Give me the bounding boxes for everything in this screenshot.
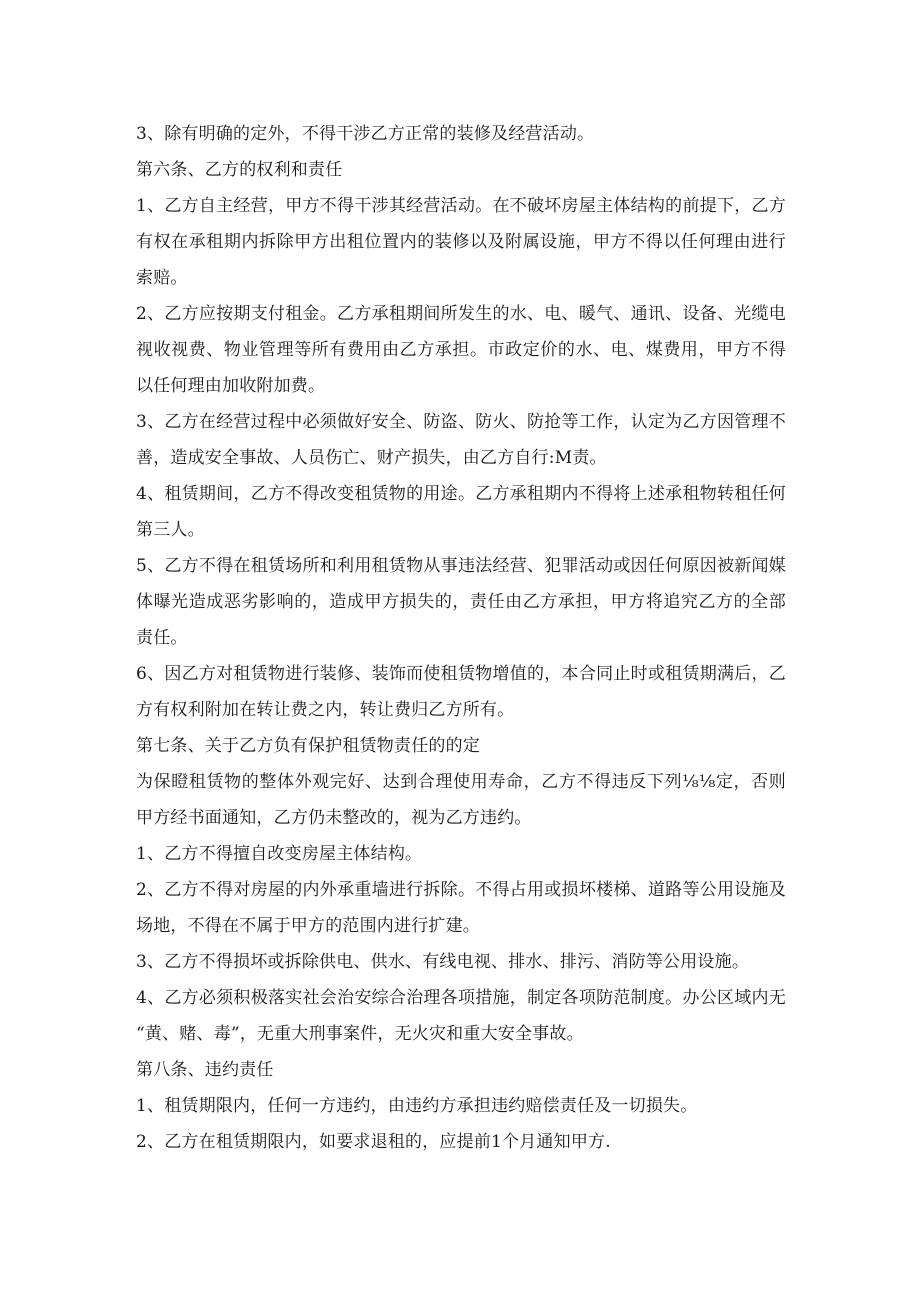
clause-7-3: 3、乙方不得损坏或拆除供电、供水、有线电视、排水、排污、消防等公用设施。 [136, 952, 750, 972]
clause-5-3: 3、除有明确的定外，不得干涉乙方正常的装修及经营活动。 [136, 124, 595, 144]
clause-6-4-line-2: 第三人。 [136, 520, 205, 540]
article-7-heading: 第七条、关于乙方负有保护租赁物责任的的定 [136, 736, 480, 756]
clause-6-5-line-3: 责任。 [136, 628, 188, 648]
clause-6-1-line-3: 索赔。 [136, 268, 188, 288]
clause-7-4-line-2: “黄、赌、毒”，无重大刑事案件，无火灾和重大安全事故。 [136, 1024, 584, 1044]
clause-6-2-line-1: 2、乙方应按期支付租金。乙方承租期间所发生的水、电、暖气、通讯、设备、光缆电 [136, 304, 786, 324]
article-6-heading: 第六条、乙方的权利和责任 [136, 160, 343, 180]
clause-8-1: 1、租赁期限内，任何一方违约，由违约方承担违约赔偿责任及一切损失。 [136, 1096, 698, 1116]
clause-6-6-line-2: 方有权利附加在转让费之内，转让费归乙方所有。 [136, 700, 515, 720]
clause-6-6-line-1: 6、因乙方对租赁物进行装修、装饰而使租赁物增值的，本合同止时或租赁期满后，乙 [136, 664, 786, 684]
clause-6-5-line-2: 体曝光造成恶劣影响的，造成甲方损失的，责任由乙方承担，甲方将追究乙方的全部 [136, 592, 786, 612]
clause-6-3-line-2: 善，造成安全事故、人员伤亡、财产损失，由乙方自行:M责。 [136, 448, 607, 468]
clause-7-2-line-1: 2、乙方不得对房屋的内外承重墙进行拆除。不得占用或损坏楼梯、道路等公用设施及 [136, 880, 786, 900]
clause-6-3-line-1: 3、乙方在经营过程中必须做好安全、防盗、防火、防抢等工作，认定为乙方因管理不 [136, 412, 786, 432]
clause-6-4-line-1: 4、租赁期间，乙方不得改变租赁物的用途。乙方承租期内不得将上述承租物转租任何 [136, 484, 786, 504]
document-body [136, 116, 786, 1160]
clause-7-1: 1、乙方不得擅自改变房屋主体结构。 [136, 844, 423, 864]
clause-6-1-line-2: 有权在承租期内拆除甲方出租位置内的装修以及附属设施，甲方不得以任何理由进行 [136, 232, 786, 252]
article-8-heading: 第八条、违约责任 [136, 1060, 274, 1080]
clause-6-1-line-1: 1、乙方自主经营，甲方不得干涉其经营活动。在不破坏房屋主体结构的前提下，乙方 [136, 196, 786, 216]
clause-7-4-line-1: 4、乙方必须积极落实社会治安综合治理各项措施，制定各项防范制度。办公区域内无 [136, 988, 786, 1008]
clause-8-2: 2、乙方在租赁期限内，如要求退租的，应提前1个月通知甲方. [136, 1132, 611, 1152]
clause-6-2-line-2: 视收视费、物业管理等所有费用由乙方承担。市政定价的水、电、煤费用，甲方不得 [136, 340, 786, 360]
clause-6-5-line-1: 5、乙方不得在租赁场所和利用租赁物从事违法经营、犯罪活动或因任何原因被新闻媒 [136, 556, 786, 576]
article-7-intro-line-1: 为保瞪租赁物的整体外观完好、达到合理使用寿命，乙方不得违反下列⅛⅛定，否则 [136, 772, 786, 792]
clause-6-2-line-3: 以任何理由加收附加费。 [136, 376, 326, 396]
article-7-intro-line-2: 甲方经书面通知，乙方仍未整改的，视为乙方违约。 [136, 808, 532, 828]
clause-7-2-line-2: 场地，不得在不属于甲方的范围内进行扩建。 [136, 916, 480, 936]
